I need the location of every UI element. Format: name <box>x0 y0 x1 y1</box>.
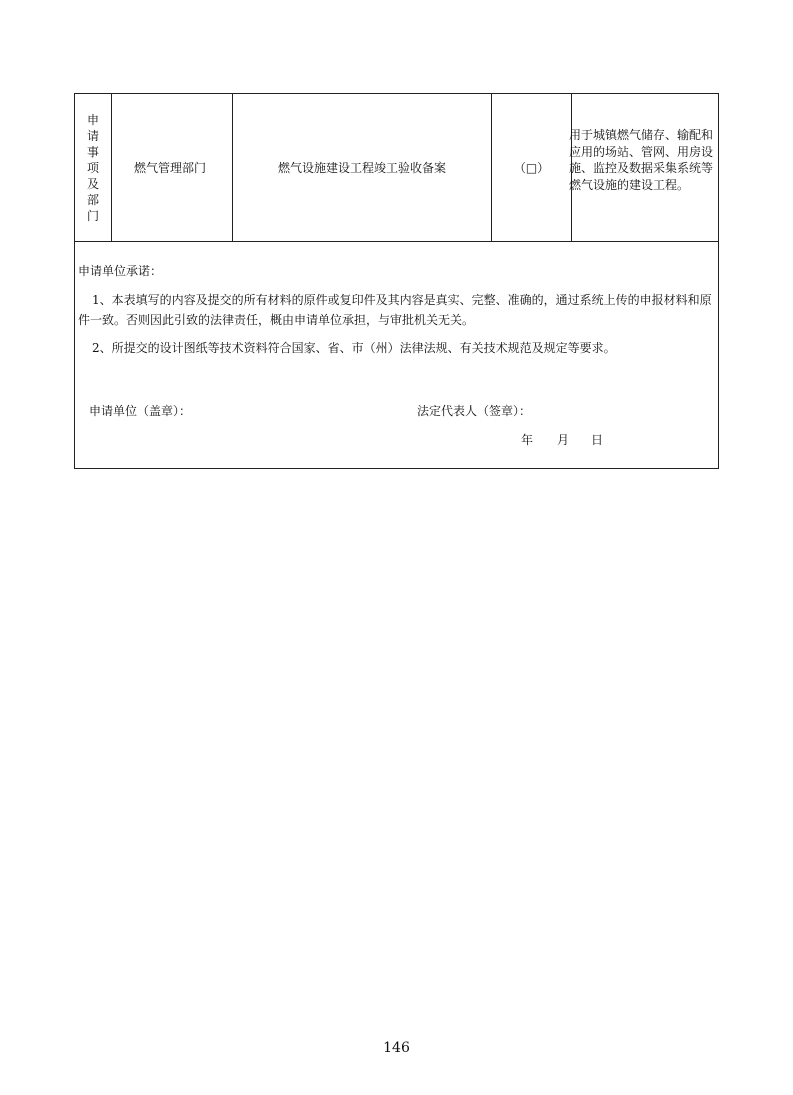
item-name: 燃气设施建设工程竣工验收备案 <box>277 161 446 175</box>
header-label: 申请事项及部门 <box>86 112 99 223</box>
department-cell <box>112 94 233 241</box>
pledge-title: 申请单位承诺： <box>78 264 163 278</box>
checkbox-cell[interactable] <box>492 94 572 241</box>
department-name: 燃气管理部门 <box>134 161 207 175</box>
date-month: 月 <box>557 433 570 447</box>
item-checkbox[interactable]: （□） <box>513 161 550 175</box>
date-year: 年 <box>521 433 534 447</box>
pledge-section <box>75 242 718 468</box>
application-item-row <box>75 94 718 242</box>
item-description: 用于城镇燃气储存、输配和应用的场站、管网、用房设施、监控及数据采集系统等燃气设施的建设工程。 <box>569 128 714 192</box>
pledge-item-1: 1、本表填写的内容及提交的所有材料的原件或复印件及其内容是真实、完整、准确的，通过系统上传的申报材料和原件一致。否则因此引致的法律责任，概由申请单位承担，与审批机关无关。 <box>78 293 712 327</box>
item-name-cell <box>233 94 492 241</box>
legal-rep-signature-label: 法定代表人（签章）： <box>417 404 532 418</box>
pledge-item-2: 2、所提交的设计图纸等技术资料符合国家、省、市（州）法律法规、有关技术规范及规定等要求。 <box>92 341 616 355</box>
description-cell <box>569 94 718 241</box>
date-line <box>521 431 603 448</box>
page-number: 146 <box>383 1040 410 1056</box>
application-form-table <box>74 93 719 469</box>
applicant-seal-label: 申请单位（盖章）： <box>89 404 192 418</box>
date-day: 日 <box>591 433 604 447</box>
header-cell <box>75 94 112 241</box>
